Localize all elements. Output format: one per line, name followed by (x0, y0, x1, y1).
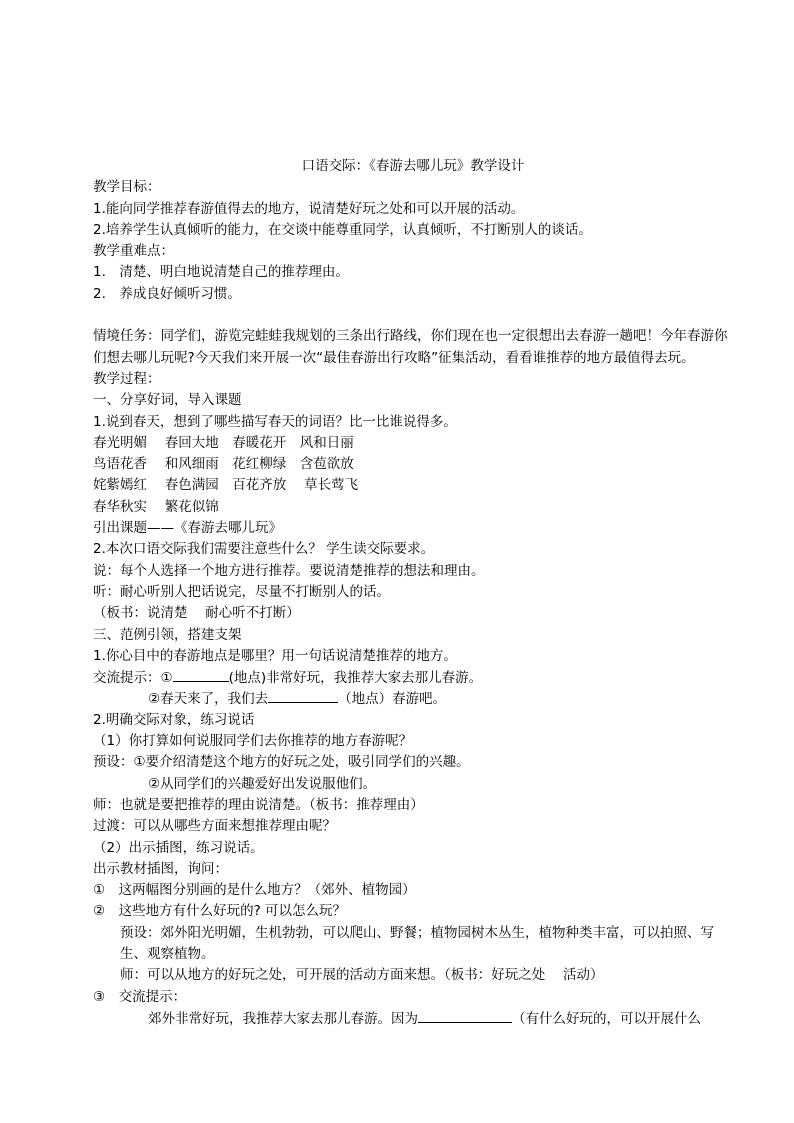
spring-words-row-4: 春华秋实 繁花似锦 (93, 498, 219, 515)
board-note-1: （板书：说清楚 耐心听不打断） (93, 605, 300, 622)
spring-words-row-1: 春光明媚 春回大地 春暖花开 风和日丽 (93, 434, 354, 451)
part1-question-1: 1.说到春天，想到了哪些描写春天的词语？比一比谁说得多。 (93, 413, 457, 430)
exchange-tip-1 (93, 667, 733, 688)
spring-words-row-3: 姹紫嫣红 春色满园 百花齐放 草长莺飞 (93, 477, 359, 494)
exchange-tip-3 (93, 1008, 733, 1029)
transition-line: 过渡：可以从哪些方面来想推荐理由呢？ (93, 818, 336, 835)
teacher-summary-2: 师：可以从地方的好玩之处，可开展的活动方面来想。（板书：好玩之处 活动） (120, 967, 604, 984)
intro-topic: 引出课题——《春游去哪儿玩》 (93, 520, 282, 537)
preset-answer-3: 预设：郊外阳光明媚，生机勃勃，可以爬山、野餐；植物园树木丛生，植物种类丰富，可以拍照、写生、观察植物。 (120, 924, 714, 962)
part3-question-1: 1.你心目中的春游地点是哪里？用一句话说清楚推荐的地方。 (93, 647, 457, 664)
listening-requirement: 听：耐心听别人把话说完，尽量不打断别人的话。 (93, 583, 390, 600)
exchange-tip-1-label: 交流提示：① (93, 670, 173, 687)
part3-question-2: 2.明确交际对象，练习说话 (93, 711, 255, 728)
blank-line (93, 305, 733, 326)
teacher-summary-1: 师：也就是要把推荐的理由说清楚。（板书：推荐理由） (93, 796, 424, 813)
part1-question-2: 2.本次口语交际我们需要注意些什么？ 学生读交际要求。 (93, 541, 435, 558)
document-title: 口语交际：《春游去哪儿玩》教学设计 (301, 158, 525, 174)
ask-item-2: ② 这些地方有什么好玩的? 可以怎么玩？ (93, 903, 347, 920)
preset-answer-2: ②从同学们的兴趣爱好出发说服他们。 (148, 775, 377, 792)
exchange-tip-1-text: (地点)非常好玩，我推荐大家去那儿春游。 (228, 670, 483, 687)
fill-blank-place-1 (173, 667, 229, 682)
key-point-2: 2. 养成良好倾听习惯。 (93, 285, 241, 302)
sub-question-1: （1）你打算如何说服同学们去你推荐的地方春游呢？ (93, 733, 413, 750)
sub-question-2: （2）出示插图，练习说话。 (93, 839, 264, 856)
show-pictures: 出示教材插图，询问： (93, 860, 228, 877)
key-points-heading: 教学重难点： (93, 243, 174, 260)
part3-heading: 三、范例引领，搭建支架 (93, 626, 242, 643)
ask-item-3: ③ 交流提示： (93, 988, 187, 1005)
goals-heading: 教学目标： (93, 179, 161, 196)
exchange-tip-2-after: （地点）春游吧。 (338, 691, 447, 708)
exchange-tip-2 (93, 688, 733, 709)
spring-words-row-2: 鸟语花香 和风细雨 花红柳绿 含苞欲放 (93, 456, 354, 473)
goal-item-2: 2.培养学生认真倾听的能力，在交谈中能尊重同学，认真倾听，不打断别人的谈话。 (93, 221, 592, 238)
speaking-requirement: 说：每个人选择一个地方进行推荐。要说清楚推荐的想法和理由。 (93, 562, 485, 579)
exchange-tip-2-text: ②春天来了，我们去 (148, 691, 269, 708)
goal-item-1: 1.能向同学推荐春游值得去的地方，说清楚好玩之处和可以开展的活动。 (93, 200, 525, 217)
part1-heading: 一、分享好词，导入课题 (93, 392, 242, 409)
document-body (93, 156, 733, 1029)
process-heading: 教学过程： (93, 370, 161, 387)
preset-answer-1: 预设：①要介绍清楚这个地方的好玩之处，吸引同学们的兴趣。 (93, 754, 470, 771)
exchange-tip-3-text: 郊外非常好玩，我推荐大家去那儿春游。因为 (148, 1010, 418, 1027)
key-point-1: 1. 清楚、明白地说清楚自己的推荐理由。 (93, 264, 349, 281)
situation-task: 情境任务：同学们，游览完蛙蛙我规划的三条出行路线，你们现在也一定很想出去春游一趟吧！今年春游你们想去哪儿玩呢?今天我们来开展一次“最佳春游出行攻略”征集活动，看看谁推荐的地方最值得去玩。 (93, 328, 728, 366)
ask-item-1: ① 这两幅图分别画的是什么地方？（郊外、植物园） (93, 882, 416, 899)
fill-blank-place-2 (268, 688, 338, 703)
exchange-tip-3-after: （有什么好玩的，可以开展什么 (512, 1010, 701, 1027)
fill-blank-reason (418, 1008, 512, 1023)
